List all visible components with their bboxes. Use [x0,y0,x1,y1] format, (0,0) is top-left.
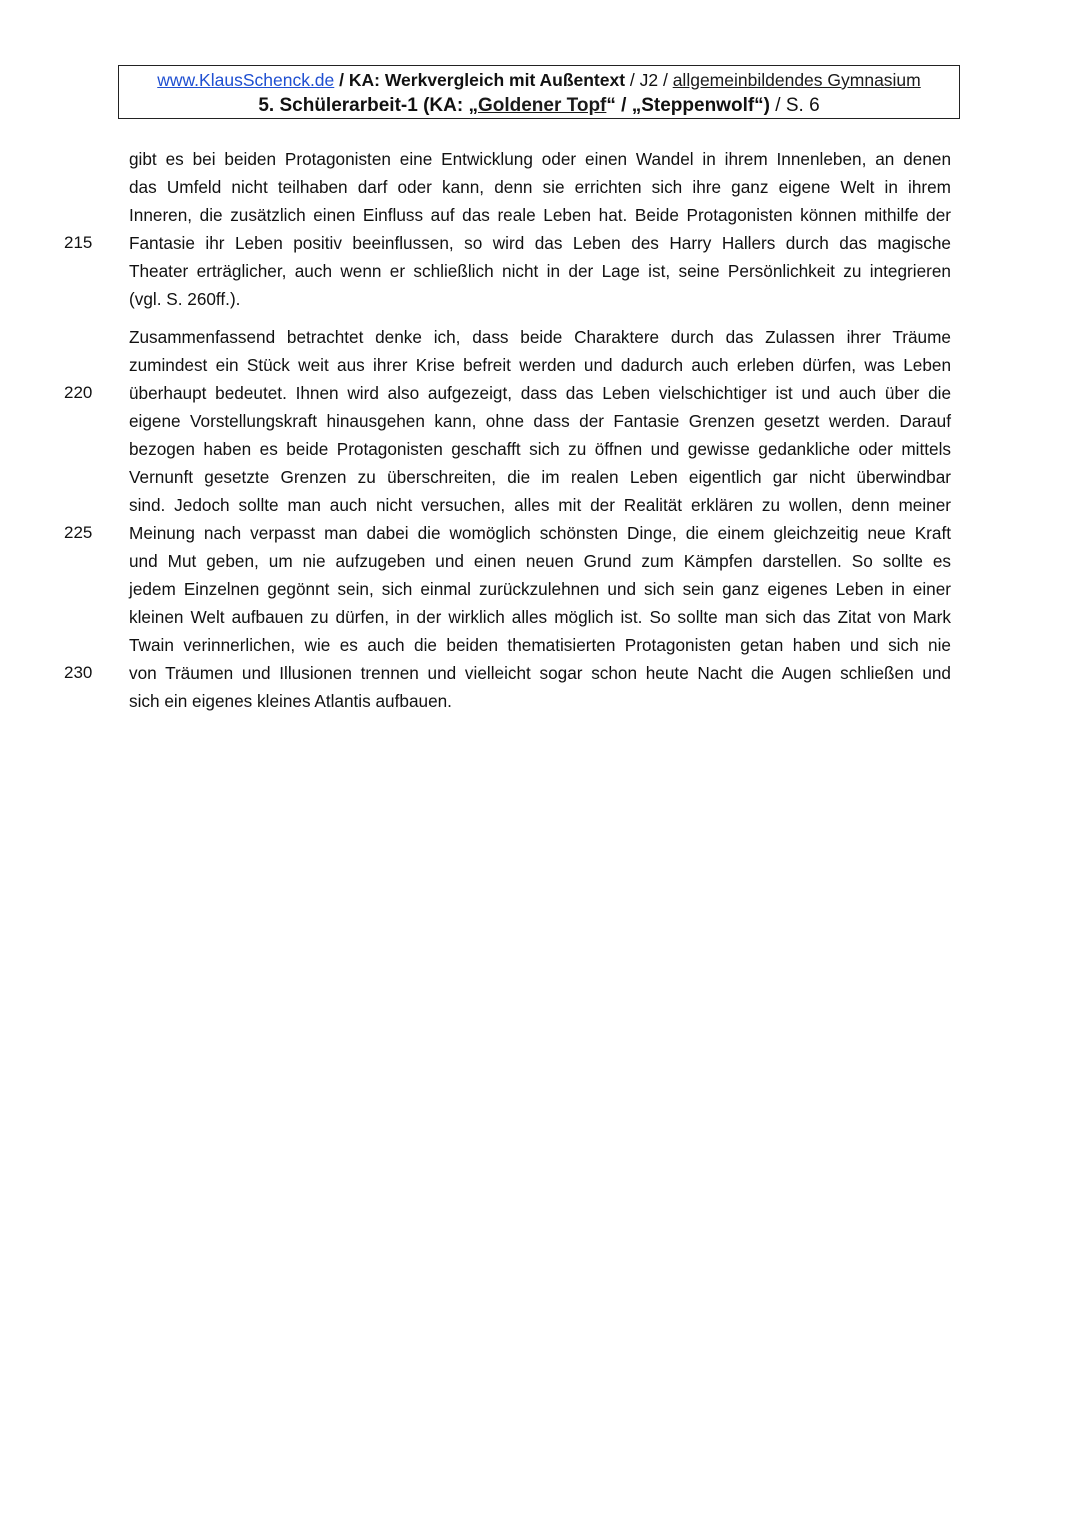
text-line [0,173,1080,201]
line-number: 220 [64,383,93,402]
line-text: zumindest ein Stück weit aus ihrer Krise befreit werden und dadurch auch erleben dürfen, was Leben [129,355,951,375]
text-line [0,687,1080,715]
school-type: allgemeinbildendes Gymnasium [672,70,921,90]
line-text: Twain verinnerlichen, wie es auch die beiden thematisierten Protagonisten getan haben und sich nie [129,635,951,655]
line-text: sich ein eigenes kleines Atlantis aufbauen. [129,691,452,711]
line-text: (vgl. S. 260ff.). [129,289,241,309]
text-line [0,407,1080,435]
text-line [0,463,1080,491]
text-line [0,547,1080,575]
exam-type: KA: Werkvergleich mit Außentext [348,70,626,90]
header-sep-1: / [334,70,349,90]
line-number: 230 [64,663,93,682]
line-text: sind. Jedoch sollte man auch nicht versuchen, alles mit der Realität erklären zu wollen, denn meiner [129,495,951,515]
work-label-b: “ / „Steppenwolf“) [606,95,770,116]
line-text: und Mut geben, um nie aufzugeben und einen neuen Grund zum Kämpfen darstellen. So sollte es [129,551,951,571]
page-header [118,65,960,119]
line-number: 215 [64,233,93,252]
text-line [0,379,1080,407]
text-line [0,519,1080,547]
site-link[interactable]: www.KlausSchenck.de [157,70,335,90]
line-text: eigene Vorstellungskraft hinausgehen kann, ohne dass der Fantasie Grenzen gesetzt werden. Darauf [129,411,951,431]
page-number: / S. 6 [770,95,820,116]
header-line-1 [119,68,959,93]
text-line [0,285,1080,313]
line-text: überhaupt bedeutet. Ihnen wird also aufgezeigt, dass das Leben vielschichtiger ist und auch über die [129,383,951,403]
text-line [0,603,1080,631]
line-text: Meinung nach verpasst man dabei die womöglich schönsten Dinge, die einem gleichzeitig neue Kraft [129,523,951,543]
text-line [0,659,1080,687]
line-text: Inneren, die zusätzlich einen Einfluss auf das reale Leben hat. Beide Protagonisten können mithilfe der [129,205,951,225]
line-text: Zusammenfassend betrachtet denke ich, dass beide Charaktere durch das Zulassen ihrer Träume [129,327,951,347]
line-text: jedem Einzelnen gegönnt sein, sich einmal zurückzulehnen und sich sein ganz eigenes Leben in einer [129,579,951,599]
paragraph [0,145,1080,313]
line-text: von Träumen und Illusionen trennen und vielleicht sogar schon heute Nacht die Augen schließen und [129,663,951,683]
text-line [0,257,1080,285]
text-line [0,631,1080,659]
line-text: Theater erträglicher, auch wenn er schließlich nicht in der Lage ist, seine Persönlichkeit zu integrieren [129,261,951,281]
line-text: gibt es bei beiden Protagonisten eine Entwicklung oder einen Wandel in ihrem Innenleben, an denen [129,149,951,169]
paragraph [0,323,1080,715]
line-text: Fantasie ihr Leben positiv beeinflussen, so wird das Leben des Harry Hallers durch das magische [129,233,951,253]
text-line [0,351,1080,379]
document-body [0,145,1080,725]
text-line [0,575,1080,603]
line-text: kleinen Welt aufbauen zu dürfen, in der wirklich alles möglich ist. So sollte man sich das Zitat von Mark [129,607,951,627]
text-line [0,435,1080,463]
line-number: 225 [64,523,93,542]
text-line [0,145,1080,173]
header-line-2 [119,93,959,118]
text-line [0,229,1080,257]
text-line [0,201,1080,229]
header-sep-2: / J2 / [625,70,673,90]
line-text: das Umfeld nicht teilhaben darf oder kann, denn sie errichten sich ihre ganz eigene Welt in ihrem [129,177,951,197]
work-label-a: 5. Schülerarbeit-1 (KA: „ [258,95,478,116]
line-text: bezogen haben es beide Protagonisten geschafft sich zu öffnen und gewisse gedankliche oder mittels [129,439,951,459]
line-text: Vernunft gesetzte Grenzen zu überschreiten, die im realen Leben eigentlich gar nicht überwindbar [129,467,951,487]
text-line [0,323,1080,351]
text-line [0,491,1080,519]
work-title-1: Goldener Topf [477,95,607,116]
